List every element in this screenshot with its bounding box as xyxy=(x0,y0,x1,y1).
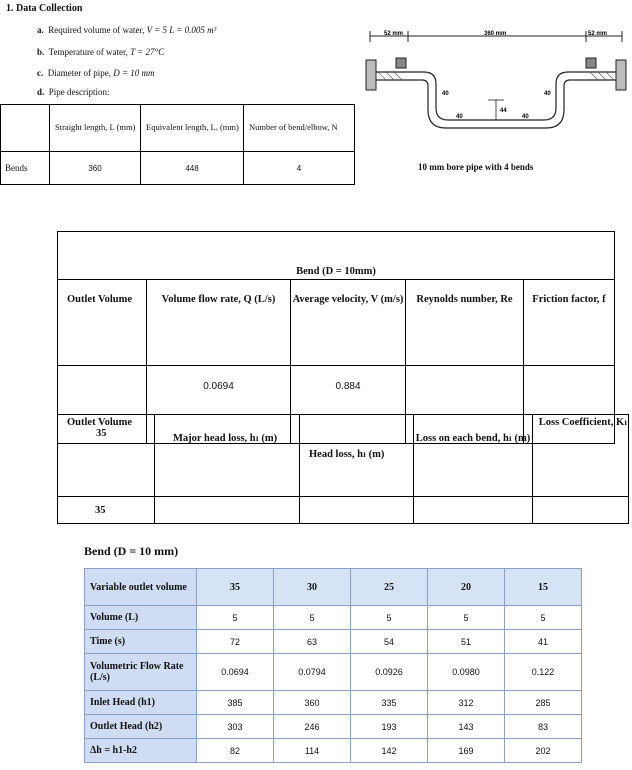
bend-table-1-title: Bend (D = 10mm) xyxy=(58,232,615,280)
lower-cell: 303 xyxy=(197,715,274,739)
lower-row-label: Outlet Head (h2) xyxy=(85,715,197,739)
lower-cell: 63 xyxy=(274,630,351,654)
lower-cell: 35 xyxy=(197,569,274,606)
header-outlet-volume: Outlet Volume xyxy=(58,280,147,366)
item-temperature: b. Temperature of water, T = 27°C xyxy=(37,47,165,57)
lower-cell: 82 xyxy=(197,739,274,763)
bend-label-1: 40 xyxy=(442,91,449,97)
lower-cell: 0.0980 xyxy=(428,654,505,691)
summary-header-equivalent: Equivalent length, Lₑ (mm) xyxy=(141,105,244,152)
item-diameter: c. Diameter of pipe, D = 10 mm xyxy=(37,68,155,78)
lower-cell: 72 xyxy=(197,630,274,654)
lower-row-label: Volume (L) xyxy=(85,606,197,630)
header2-head-loss: Head loss, hₗ (m) xyxy=(300,415,414,497)
lower-cell: 51 xyxy=(428,630,505,654)
lower-cell: 30 xyxy=(274,569,351,606)
dim-middle-label: 360 mm xyxy=(484,31,507,37)
lower-cell: 25 xyxy=(351,569,428,606)
lower-cell: 0.122 xyxy=(505,654,582,691)
header-friction: Friction factor, f xyxy=(524,280,615,366)
lower-row-label: Δh = h1-h2 xyxy=(85,739,197,763)
summary-equivalent-value: 448 xyxy=(141,152,244,185)
summary-table xyxy=(0,104,355,185)
lower-table xyxy=(84,568,582,763)
summary-header-straight: Straight length, L (mm) xyxy=(50,105,141,152)
bend-label-4: 40 xyxy=(522,114,529,120)
row-outlet-volume: 35 xyxy=(58,366,147,444)
header-reynolds: Reynolds number, Re xyxy=(406,280,524,366)
lower-cell: 5 xyxy=(274,606,351,630)
lower-table-caption: Bend (D = 10 mm) xyxy=(84,544,179,558)
left-flange xyxy=(366,60,376,90)
bend-label-2: 40 xyxy=(456,114,463,120)
bend-table-1 xyxy=(57,231,615,444)
header-flow-rate: Volume flow rate, Q (L/s) xyxy=(147,280,291,366)
lower-cell: 285 xyxy=(505,691,582,715)
lower-cell: 83 xyxy=(505,715,582,739)
row2-outlet-volume: 35 xyxy=(58,497,155,524)
lower-cell: 312 xyxy=(428,691,505,715)
summary-straight-value: 360 xyxy=(50,152,141,185)
lower-row-label: Time (s) xyxy=(85,630,197,654)
row-velocity: 0.884 xyxy=(291,366,406,444)
bend-label-3: 44 xyxy=(500,108,507,114)
lower-cell: 41 xyxy=(505,630,582,654)
lower-cell: 0.0794 xyxy=(274,654,351,691)
header-velocity: Average velocity, V (m/s) xyxy=(291,280,406,366)
item-volume: a. Required volume of water, V = 5 L = 0.005 m³ xyxy=(37,25,217,35)
right-flange xyxy=(616,60,626,90)
section-title: 1. Data Collection xyxy=(6,3,83,14)
lower-cell: 15 xyxy=(505,569,582,606)
lower-cell: 169 xyxy=(428,739,505,763)
summary-header-empty xyxy=(1,105,50,152)
lower-cell: 20 xyxy=(428,569,505,606)
lower-row-label: Inlet Head (h1) xyxy=(85,691,197,715)
diagram-caption: 10 mm bore pipe with 4 bends xyxy=(418,162,534,172)
pipe-diagram xyxy=(360,28,632,156)
summary-row-label: Bends xyxy=(1,152,50,185)
lower-cell: 114 xyxy=(274,739,351,763)
bend-table-2 xyxy=(57,414,629,524)
lower-cell: 385 xyxy=(197,691,274,715)
lower-cell: 5 xyxy=(428,606,505,630)
lower-row-label: Volumetric Flow Rate (L/s) xyxy=(85,654,197,691)
lower-cell: 5 xyxy=(197,606,274,630)
lower-cell: 202 xyxy=(505,739,582,763)
header2-loss-each-bend: Loss on each bend, hₗ (m) xyxy=(414,415,533,497)
summary-bends-value: 4 xyxy=(244,152,355,185)
lower-cell: 0.0926 xyxy=(351,654,428,691)
lower-cell: 193 xyxy=(351,715,428,739)
bend-label-5: 40 xyxy=(544,91,551,97)
lower-cell: 142 xyxy=(351,739,428,763)
lower-cell: 143 xyxy=(428,715,505,739)
dim-left-label: 52 mm xyxy=(384,31,404,37)
header2-outlet-volume: Outlet Volume xyxy=(58,415,155,497)
item-pipe-description: d. Pipe description: xyxy=(37,87,110,97)
lower-cell: 360 xyxy=(274,691,351,715)
lower-cell: 5 xyxy=(505,606,582,630)
header2-major-loss: Major head loss, hₗ (m) xyxy=(155,415,300,497)
lower-cell: 335 xyxy=(351,691,428,715)
lower-cell: 5 xyxy=(351,606,428,630)
row-flow-rate: 0.0694 xyxy=(147,366,291,444)
dim-right-label: 52 mm xyxy=(588,31,608,37)
summary-header-bends: Number of bend/elbow, N xyxy=(244,105,355,152)
lower-cell: 54 xyxy=(351,630,428,654)
lower-cell: 246 xyxy=(274,715,351,739)
lower-cell: 0.0694 xyxy=(197,654,274,691)
header2-loss-coefficient: Loss Coefficient, Kₗ xyxy=(533,415,629,497)
lower-row-label: Variable outlet volume xyxy=(85,569,197,606)
